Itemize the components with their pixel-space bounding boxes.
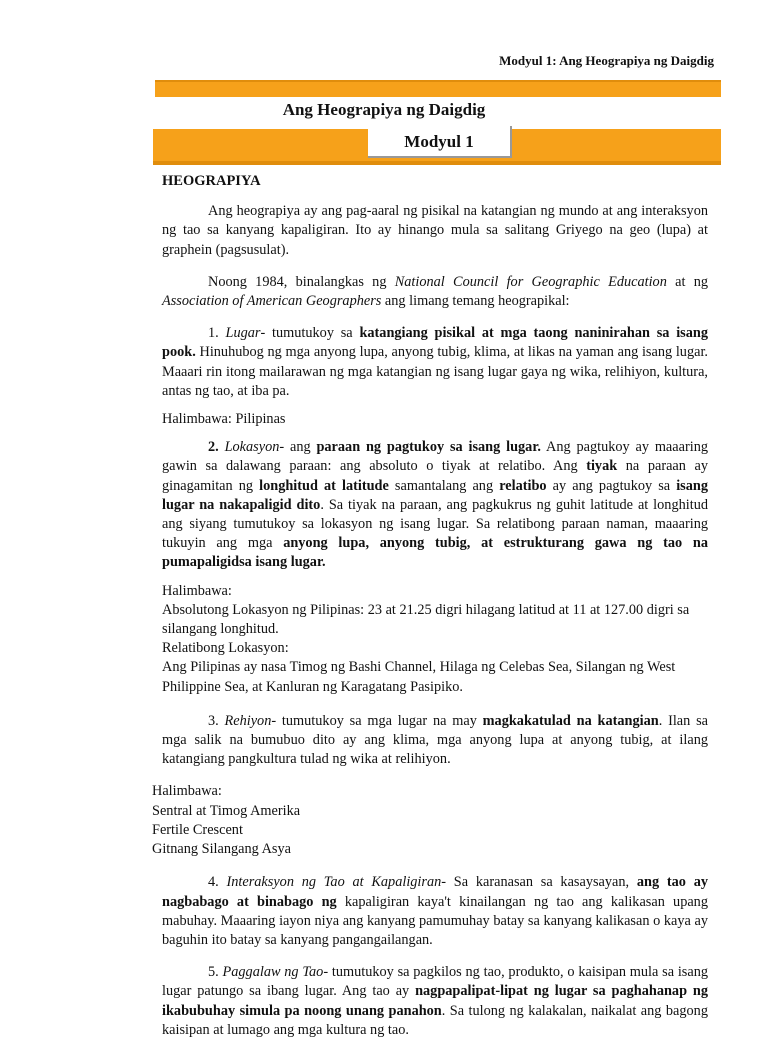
example-lokasyon <box>162 582 708 697</box>
theme-paggalaw: 5. Paggalaw ng Tao- tumutukoy sa pagkilos ng tao, produkto, o kaisipan mula sa isang lugar patungo sa ibang lugar. Ang tao ay nagpapalipat-lipat ng lugar sa paghahanap ng ikabubuhay simula pa noong unang panahon. Sa tulong ng kalakalan, naikalat ang bagong kaisipan at lumago ang mga kultura ng tao. <box>162 964 709 1038</box>
document-body <box>152 172 709 1040</box>
banner-top-bar <box>155 82 721 97</box>
section-heading: HEOGRAPIYA <box>162 173 261 189</box>
example-label: Halimbawa: <box>162 582 232 599</box>
banner-title: Ang Heograpiya ng Daigdig <box>282 100 486 119</box>
example-lugar: Halimbawa: Pilipinas <box>162 411 286 428</box>
relative-location: Ang Pilipinas ay nasa Timog ng Bashi Channel, Hilaga ng Celebas Sea, Silangan ng West Philippine Sea, at Kanluran ng Karagatang Pasipiko. <box>162 659 676 695</box>
list-item: Fertile Crescent <box>152 821 243 838</box>
theme-lugar: 1. Lugar- tumutukoy sa katangiang pisikal at mga taong naninirahan sa isang pook. Hinuhubog ng mga anyong lupa, anyong tubig, klima, at likas na yaman ang isang lugar. Maaari rin itong mailarawan ng mga katangian ng isang lugar gaya ng wika, relihiyon, kultura, antas ng tao, at iba pa. <box>162 325 708 399</box>
banner-bottom-bar-shadow <box>153 161 721 165</box>
intro-paragraph: Ang heograpiya ay ang pag-aaral ng pisikal na katangian ng mundo at ang interaksyon ng tao sa kanyang kapaligiran. Ito ay hinango mula sa salitang Griyego na geo (lupa) at graphein (pagsusulat). <box>162 203 708 258</box>
theme-interaksyon: 4. Interaksyon ng Tao at Kapaligiran- Sa karanasan sa kasaysayan, ang tao ay nagbabago at binabago ng kapaligiran kaya't kinailangan ng tao ang kalikasan upang mabuhay. Maaaring iayon niya ang kanyang pamumuhay batay sa kanyang kalikasan o kaya ay baguhin ito batay sa kanyang pangangailangan. <box>162 874 708 948</box>
themes-intro-paragraph: Noong 1984, binalangkas ng National Council for Geographic Education at ng Association of American Geographers ang limang temang heograpikal: <box>162 273 709 310</box>
absolute-location: Absolutong Lokasyon ng Pilipinas: 23 at 21.25 digri hilagang latitud at 11 at 127.00 digri sa silangang longhitud. <box>162 601 690 638</box>
theme-rehiyon: 3. Rehiyon- tumutukoy sa mga lugar na may magkakatulad na katangian. Ilan sa mga salik na bumubuo dito ay ang klima, mga anyong lupa at anyong tubig, at ilang katangiang pangkultura tulad ng wika at relihiyon. <box>162 712 708 768</box>
relative-location-label: Relatibong Lokasyon: <box>162 640 289 657</box>
list-item: Gitnang Silangang Asya <box>152 841 291 858</box>
theme-lokasyon: 2. Lokasyon- ang paraan ng pagtukoy sa isang lugar. Ang pagtukoy ay maaaring gawin sa dalawang paraan: ang absoluto o tiyak at relatibo. Ang tiyak na paraan ay ginagamitan ng longhitud at latitude samantalang ang relatibo ay ang pagtukoy sa isang lugar na nakapaligid dito. Sa tiyak na paraan, ang pagkukrus ng guhit latitude at longhitud ang siyang tumutukoy sa lokasyon ng isang lugar. Sa relatibong paraan naman, maaaring tukuyin ang mga anyong lupa, anyong tubig, at estrukturang gawa ng tao na pumapaligidsa isang lugar. <box>162 439 709 571</box>
running-header: Modyul 1: Ang Heograpiya ng Daigdig <box>499 53 714 68</box>
list-item: Sentral at Timog Amerika <box>152 802 301 819</box>
module-label: Modyul 1 <box>368 126 512 158</box>
example-label: Halimbawa: <box>152 783 222 800</box>
example-rehiyon <box>152 782 708 859</box>
